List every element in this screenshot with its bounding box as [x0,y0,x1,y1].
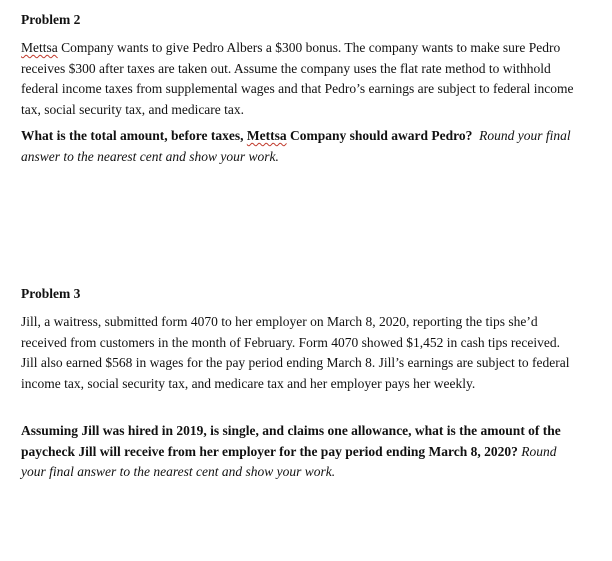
problem-3-instruction: Round your final answer to the nearest cent and show your work. [21,443,557,479]
problem-2-question-end: Company should award Pedro? [286,128,473,143]
problem-3-body: Jill, a waitress, submitted form 4070 to her employer on March 8, 2020, reporting the tips she’d received from customers in the month of February. Form 4070 showed $1,452 in cash tips received. Jill also earned $568 in wages for the pay period ending March 8. Jill’s earnings are subject to federal income tax, social security tax, and medicare tax and her employer pays her weekly. [21,314,570,391]
problem-3-question-text: Assuming Jill was hired in 2019, is single, and claims one allowance, what is the amount of the paycheck Jill will receive from her employer for the pay period ending March 8, 2020? [21,423,561,459]
problem-2-instruction: Round your final answer to the nearest cent and show your work. [21,128,571,164]
problem-2-question [21,126,577,167]
problem-2-question-start: What is the total amount, before taxes, [21,128,247,143]
problem-2-title: Problem 2 [21,12,81,27]
problem-2-question-company: Mettsa [246,128,287,143]
problem-2-body-text: Company wants to give Pedro Albers a $300 bonus. The company wants to make sure Pedro receives $300 after taxes are taken out. Assume the company uses the flat rate method to withhold federal income taxes from supplemental wages and that Pedro’s earnings are subject to federal income tax, social security tax, and medicare tax. [21,40,574,117]
problem-2-company-name: Mettsa [21,40,58,55]
problem-3-question [21,421,577,483]
problem-3-title: Problem 3 [21,286,81,301]
problem-2-body [21,38,577,120]
